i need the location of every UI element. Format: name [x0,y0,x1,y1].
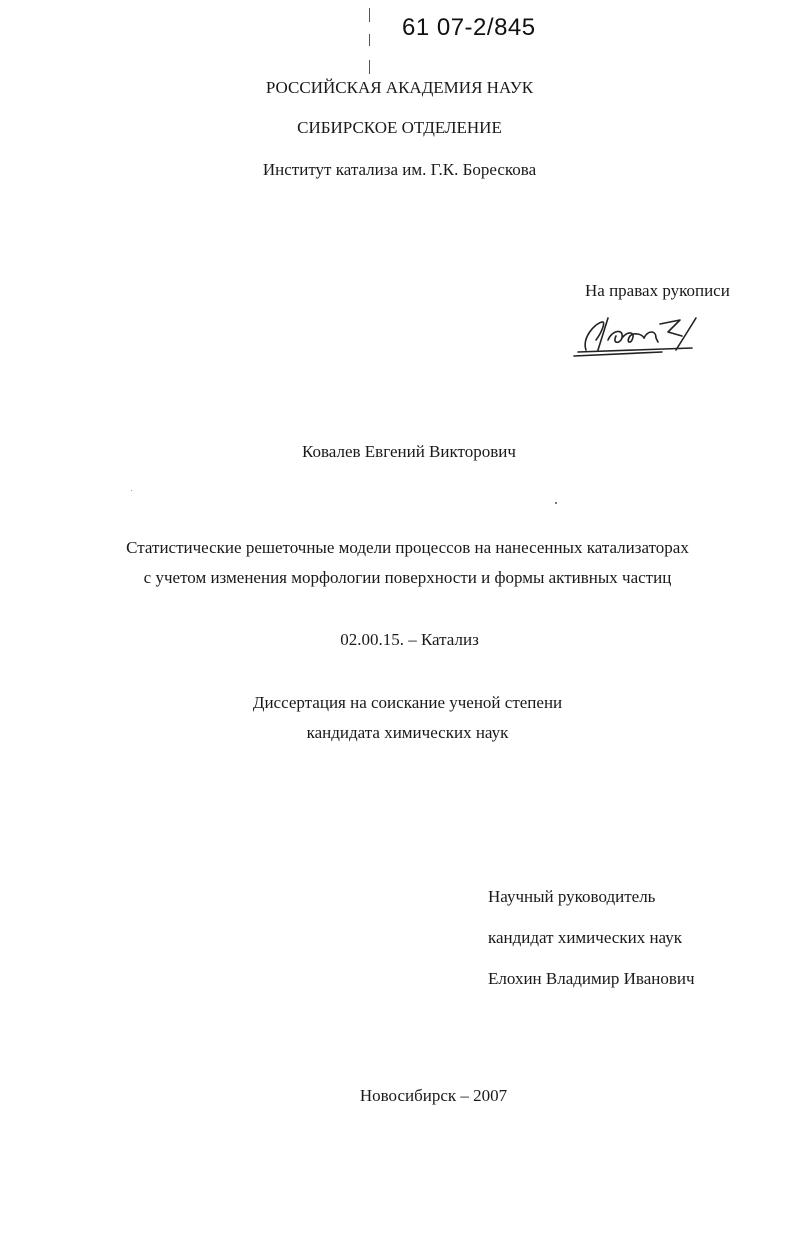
city-year: Новосибирск – 2007 [359,1086,508,1105]
stamp-mark-mid [369,34,370,46]
branch-name: СИБИРСКОЕ ОТДЕЛЕНИЕ [297,118,502,137]
institute-name: Институт катализа им. Г.К. Борескова [262,160,537,179]
supervisor-degree: кандидат химических наук [488,928,682,947]
dissertation-title-line-1: Статистические решеточные модели процессов на нанесенных катализаторах [126,538,689,557]
supervisor-role: Научный руководитель [488,887,656,906]
degree-line-1: Диссертация на соискание ученой степени [252,693,563,712]
manuscript-rights: На правах рукописи [585,281,730,300]
scan-speck-left [131,490,132,491]
dissertation-title-line-2: с учетом изменения морфологии поверхности и формы активных частиц [143,568,672,587]
academy-name: РОССИЙСКАЯ АКАДЕМИЯ НАУК [265,78,534,97]
archive-stamp: 61 07-2/845 [402,14,536,41]
stamp-mark-low [369,60,370,74]
supervisor-name: Елохин Владимир Иванович [488,969,695,988]
signature-icon [572,310,712,360]
author-name: Ковалев Евгений Викторович [302,442,516,461]
specialty-code: 02.00.15. – Катализ [340,630,479,649]
scan-speck-right [555,502,557,504]
degree-line-2: кандидата химических наук [306,723,509,742]
stamp-mark-top [369,8,370,22]
